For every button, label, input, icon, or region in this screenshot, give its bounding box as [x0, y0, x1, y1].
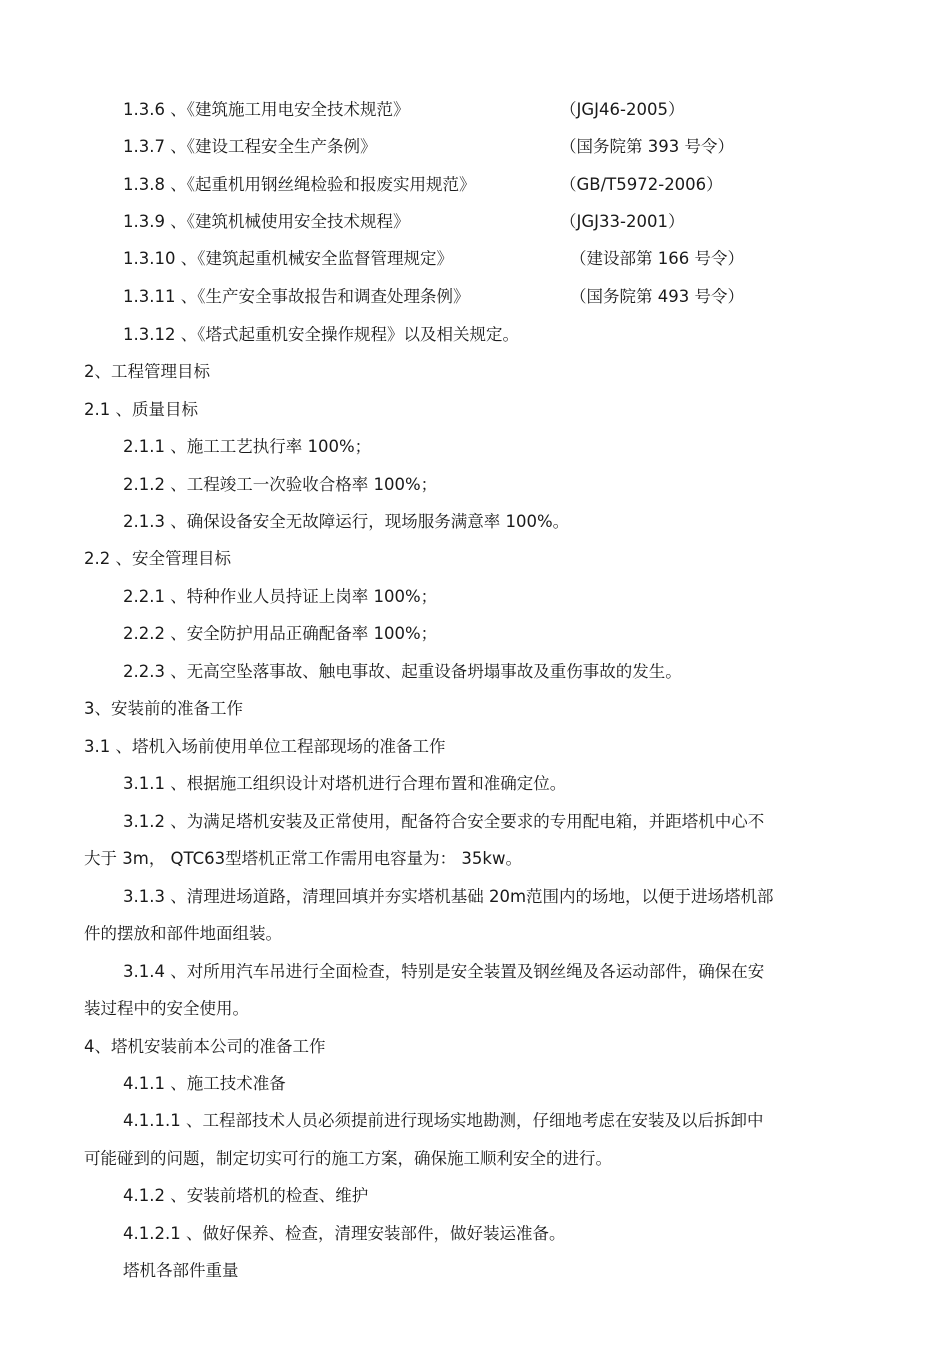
text-line-2-1-2: 2.1.2 、工程竣工一次验收合格率 100%；	[123, 475, 438, 494]
text-line-1-3-11: 1.3.11 、《生产安全事故报告和调查处理条例》	[123, 287, 470, 306]
text-line-3-1-2: 3.1.2 、为满足塔机安装及正常使用，配备符合安全要求的专用配电箱，并距塔机中心不	[123, 812, 765, 831]
ref-code-1-3-10: （建设部第 166 号令）	[570, 249, 744, 268]
text-line-4-1-2-1: 4.1.2.1 、做好保养、检查，清理安装部件，做好装运准备。	[123, 1224, 566, 1243]
text-line-4-1-2: 4.1.2 、安装前塔机的检查、维护	[123, 1186, 369, 1205]
ref-code-1-3-11: （国务院第 493 号令）	[570, 287, 744, 306]
text-line-3-1-3-cont: 件的摆放和部件地面组装。	[84, 924, 282, 943]
text-line-2-2-1: 2.2.1 、特种作业人员持证上岗率 100%；	[123, 587, 438, 606]
ref-code-1-3-8: （GB/T5972-2006）	[560, 175, 723, 194]
text-line-4-1-1-1: 4.1.1.1 、工程部技术人员必须提前进行现场实地勘测，仔细地考虑在安装及以后拆卸中	[123, 1111, 764, 1130]
section-heading-3: 3、安装前的准备工作	[84, 699, 243, 718]
section-heading-2: 2、工程管理目标	[84, 362, 210, 381]
text-line-4-1-1: 4.1.1 、施工技术准备	[123, 1074, 286, 1093]
text-line-1-3-6: 1.3.6 、《建筑施工用电安全技术规范》	[123, 100, 410, 119]
text-line-2-2-2: 2.2.2 、安全防护用品正确配备率 100%；	[123, 624, 438, 643]
text-line-2-1-3: 2.1.3 、确保设备安全无故障运行，现场服务满意率 100%。	[123, 512, 570, 531]
text-line-3-1-4: 3.1.4 、对所用汽车吊进行全面检查，特别是安全装置及钢丝绳及各运动部件，确保在安	[123, 962, 765, 981]
text-line-1-3-7: 1.3.7 、《建设工程安全生产条例》	[123, 137, 377, 156]
text-line-1-3-8: 1.3.8 、《起重机用钢丝绳检验和报废实用规范》	[123, 175, 476, 194]
ref-code-1-3-9: （JGJ33-2001）	[560, 212, 685, 231]
text-line-2-2-3: 2.2.3 、无高空坠落事故、触电事故、起重设备坍塌事故及重伤事故的发生。	[123, 662, 682, 681]
ref-code-1-3-6: （JGJ46-2005）	[560, 100, 685, 119]
text-line-3-1-4-cont: 装过程中的安全使用。	[84, 999, 249, 1018]
text-line-1-3-9: 1.3.9 、《建筑机械使用安全技术规程》	[123, 212, 410, 231]
text-line-4-1-1-1-cont: 可能碰到的问题，制定切实可行的施工方案，确保施工顺利安全的进行。	[84, 1149, 612, 1168]
text-line-3-1-1: 3.1.1 、根据施工组织设计对塔机进行合理布置和准确定位。	[123, 774, 567, 793]
text-line-3-1-2-cont: 大于 3m， QTC63型塔机正常工作需用电容量为： 35kw。	[84, 849, 522, 868]
section-heading-4: 4、塔机安装前本公司的准备工作	[84, 1037, 326, 1056]
section-heading-3-1: 3.1 、塔机入场前使用单位工程部现场的准备工作	[84, 737, 446, 756]
text-line-3-1-3: 3.1.3 、清理进场道路，清理回填并夯实塔机基础 20m范围内的场地，以便于进场塔机部	[123, 887, 774, 906]
text-line-1-3-10: 1.3.10 、《建筑起重机械安全监督管理规定》	[123, 249, 453, 268]
ref-code-1-3-7: （国务院第 393 号令）	[560, 137, 734, 156]
section-heading-2-1: 2.1 、质量目标	[84, 400, 198, 419]
text-line-1-3-12: 1.3.12 、《塔式起重机安全操作规程》以及相关规定。	[123, 325, 519, 344]
text-line-2-1-1: 2.1.1 、施工工艺执行率 100%；	[123, 437, 372, 456]
text-line-weights-caption: 塔机各部件重量	[123, 1261, 239, 1280]
section-heading-2-2: 2.2 、安全管理目标	[84, 549, 231, 568]
